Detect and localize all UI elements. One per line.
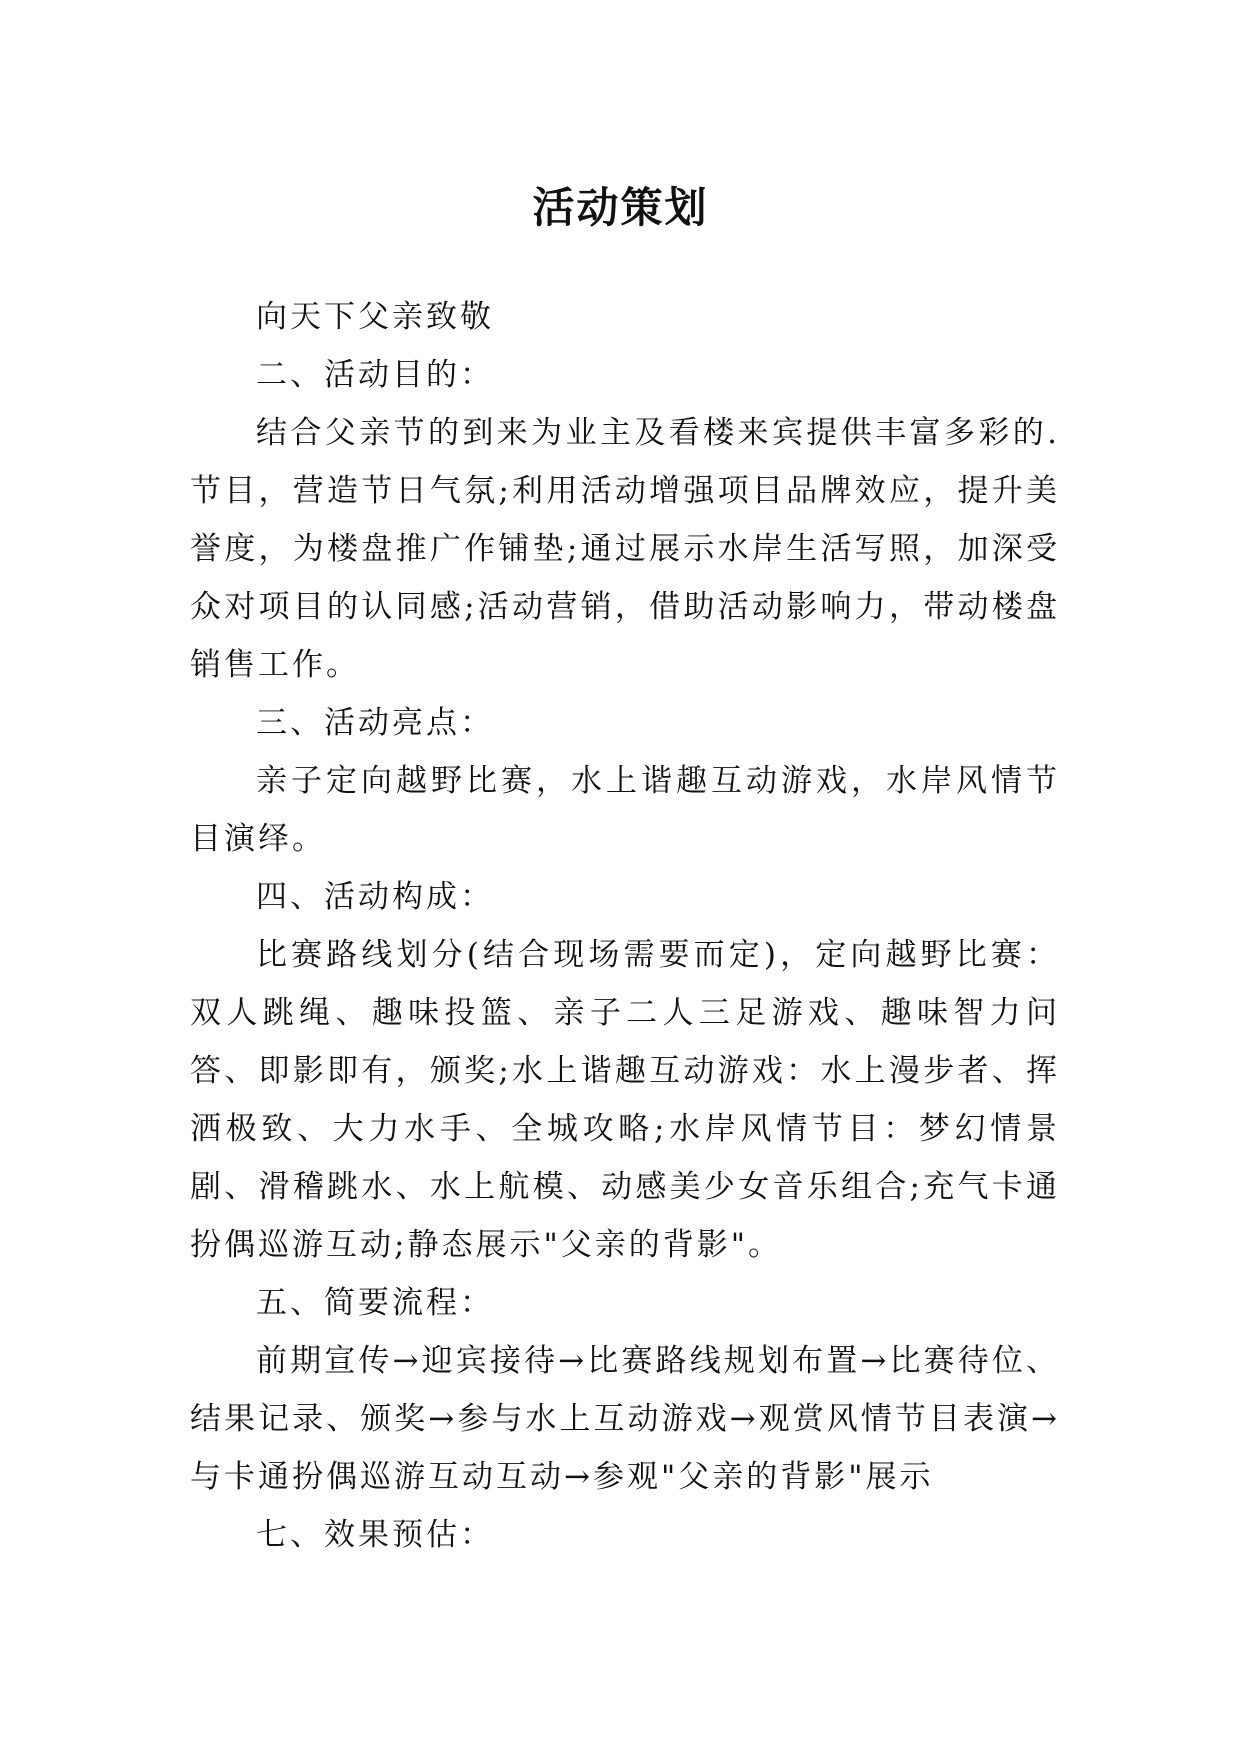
paragraph-activity-highlights: 亲子定向越野比赛，水上谐趣互动游戏，水岸风情节目演绎。 <box>190 763 1060 857</box>
heading-brief-process: 五、简要流程： <box>256 1285 494 1321</box>
heading-activity-highlights: 三、活动亮点： <box>256 705 494 741</box>
heading-activity-purpose: 二、活动目的： <box>256 357 494 393</box>
document-body <box>190 288 1060 1564</box>
paragraph-activity-composition: 比赛路线划分(结合现场需要而定)，定向越野比赛：双人跳绳、趣味投篮、亲子二人三足游戏、趣味智力问答、即影即有，颁奖;水上谐趣互动游戏：水上漫步者、挥洒极致、大力水手、全城攻略;水岸风情节目：梦幻情景剧、滑稽跳水、水上航模、动感美少女音乐组合;充气卡通扮偶巡游互动;静态展示"父亲的背影"。 <box>190 937 1060 1263</box>
paragraph-dedication: 向天下父亲致敬 <box>256 299 494 335</box>
paragraph-activity-purpose: 结合父亲节的到来为业主及看楼来宾提供丰富多彩的.节目，营造节日气氛;利用活动增强项目品牌效应，提升美誉度，为楼盘推广作铺垫;通过展示水岸生活写照，加深受众对项目的认同感;活动营销，借助活动影响力，带动楼盘销售工作。 <box>190 415 1060 683</box>
heading-activity-composition: 四、活动构成： <box>256 879 494 915</box>
paragraph-brief-process: 前期宣传→迎宾接待→比赛路线规划布置→比赛待位、结果记录、颁奖→参与水上互动游戏→观赏风情节目表演→与卡通扮偶巡游互动互动→参观"父亲的背影"展示 <box>190 1343 1060 1495</box>
heading-effect-estimate: 七、效果预估： <box>256 1517 494 1553</box>
document-title: 活动策划 <box>532 183 709 233</box>
